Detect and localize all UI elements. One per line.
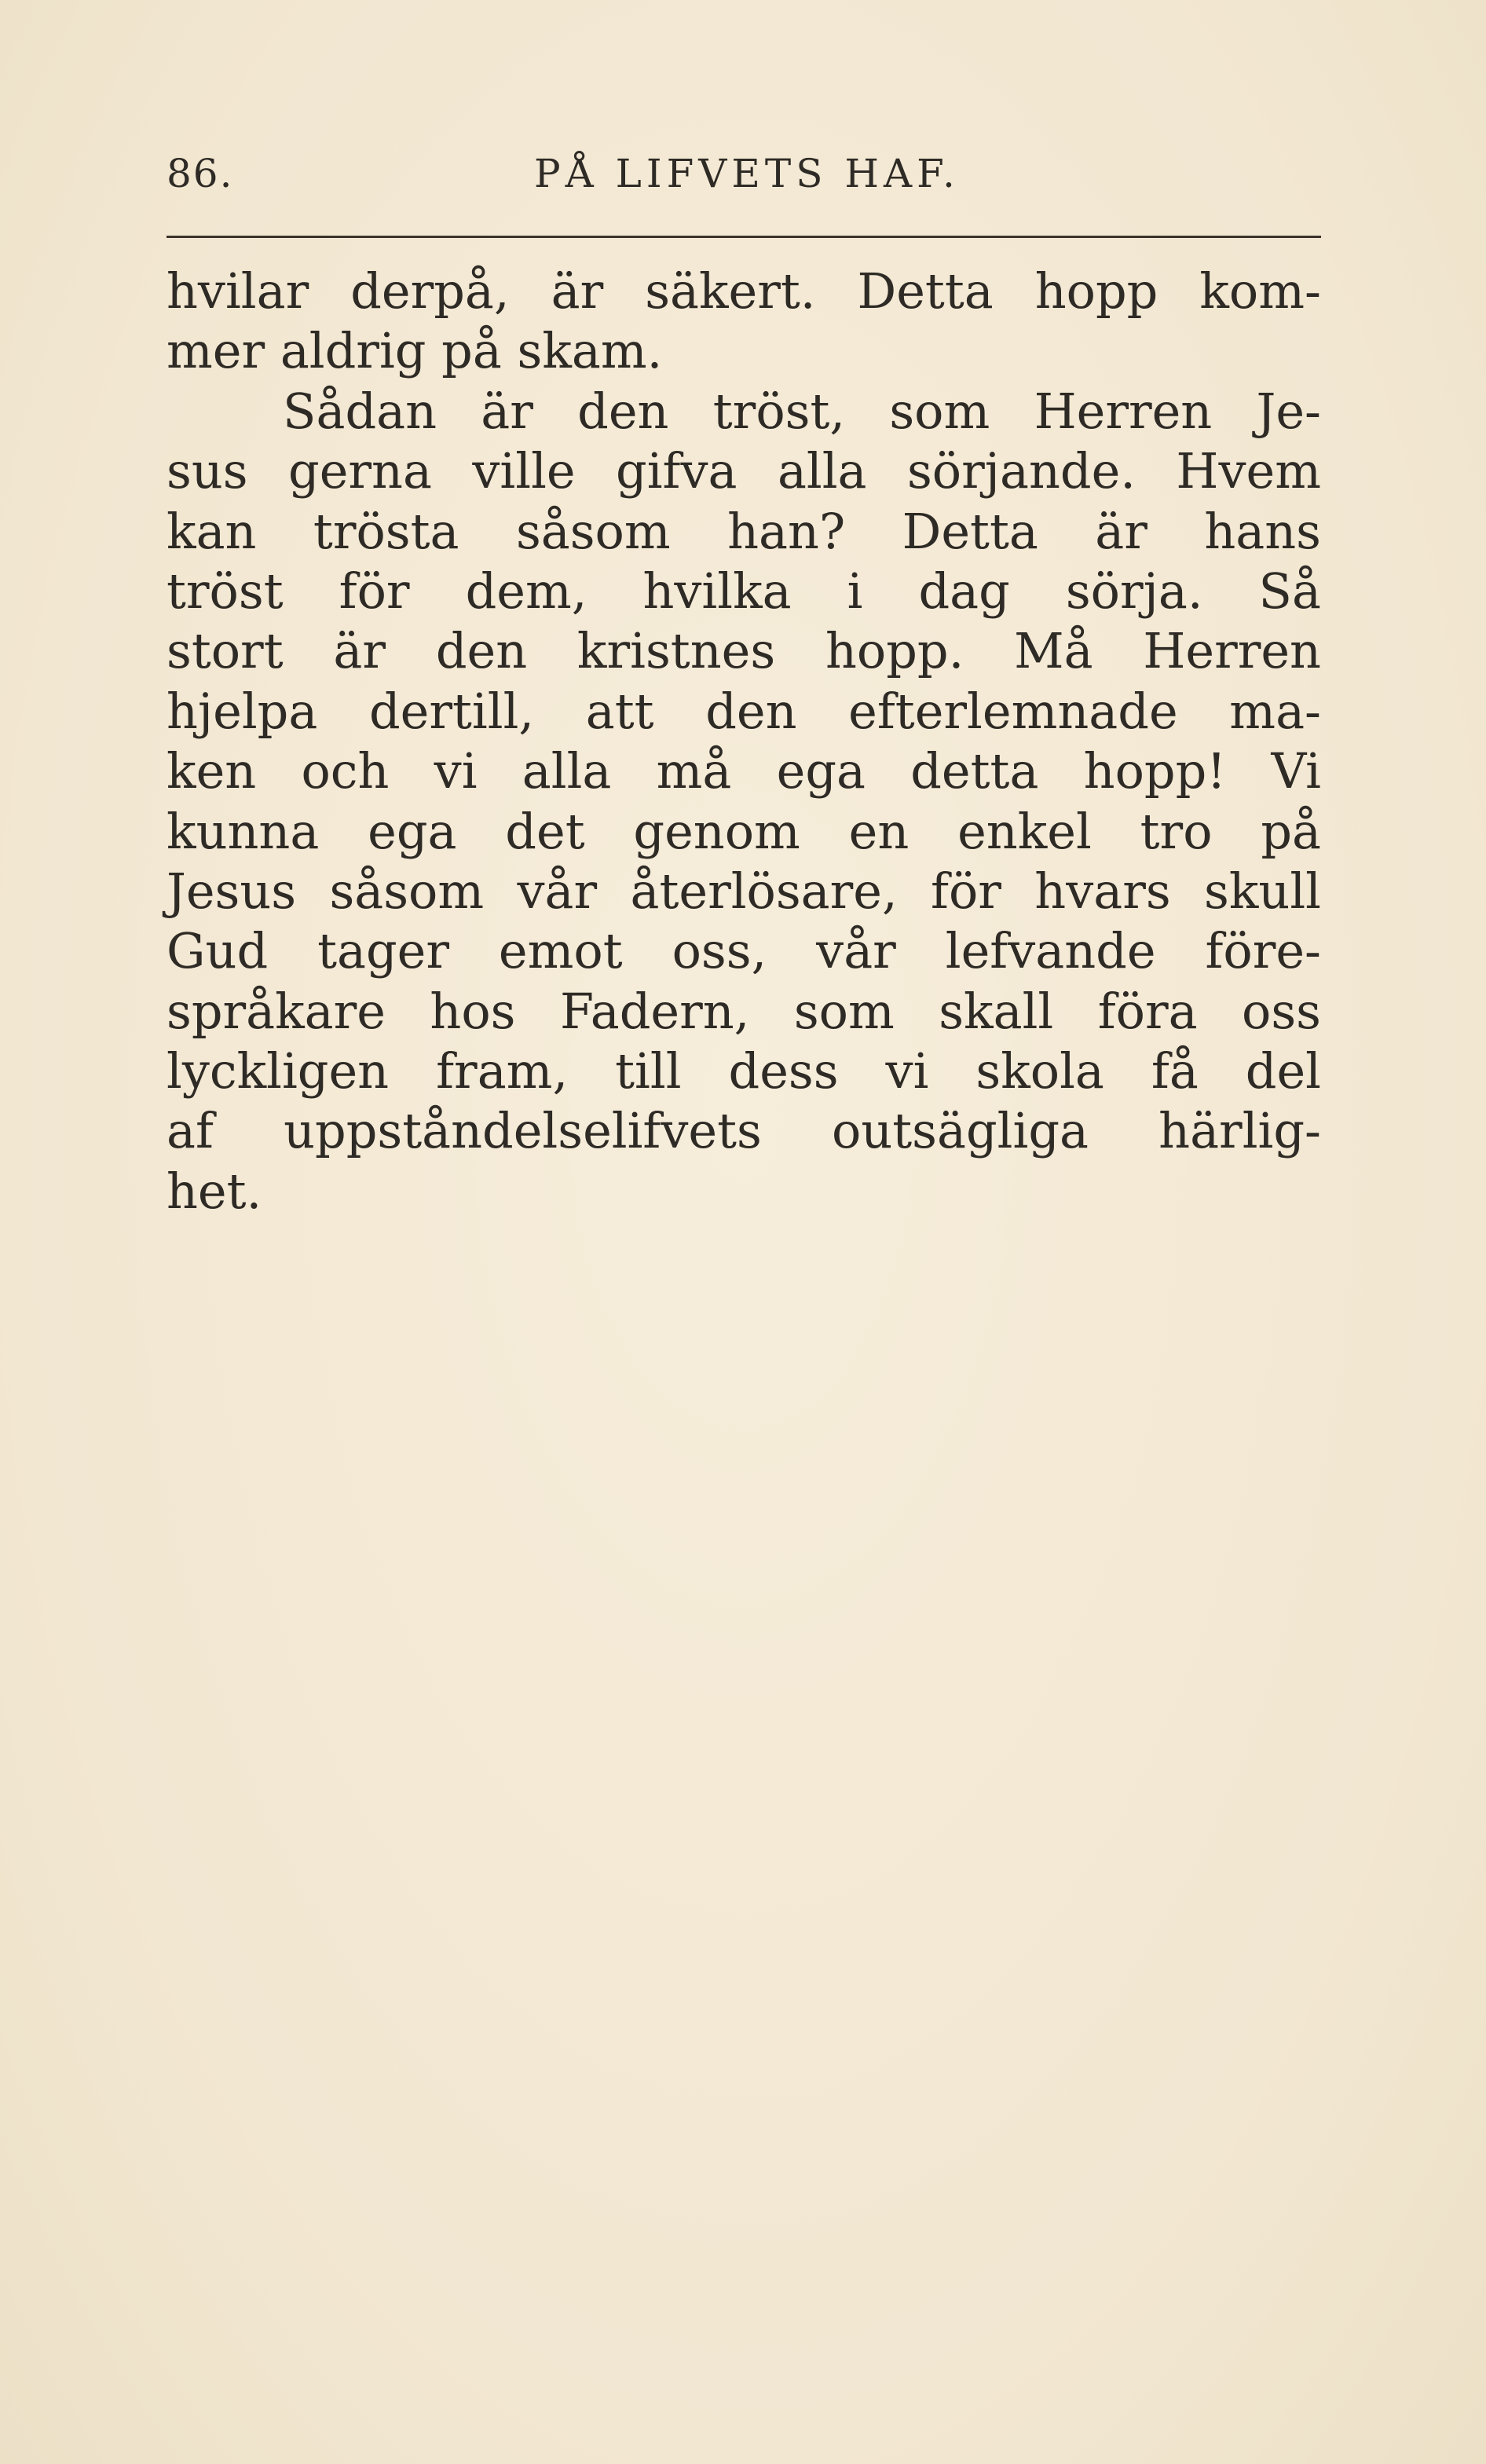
text-line: stort är den kristnes hopp. Må Herren <box>167 622 1321 680</box>
text-line: af uppståndelselifvets outsägliga härlig- <box>167 1102 1321 1160</box>
page-header <box>167 146 1321 201</box>
header-rule <box>167 236 1321 238</box>
text-line: hvilar derpå, är säkert. Detta hopp kom- <box>167 262 1321 320</box>
text-line: Jesus såsom vår återlösare, för hvars skull <box>167 862 1321 920</box>
text-line: Gud tager emot oss, vår lefvande före- <box>167 922 1321 980</box>
text-line: lyckligen fram, till dess vi skola få del <box>167 1042 1321 1100</box>
text-line: hjelpa dertill, att den efterlemnade ma- <box>167 682 1321 740</box>
text-line: kunna ega det genom en enkel tro på <box>167 802 1321 860</box>
page-number: 86. <box>167 151 234 196</box>
text-line: mer aldrig på skam. <box>167 322 663 380</box>
text-line: Sådan är den tröst, som Herren Je- <box>283 382 1321 440</box>
text-line: ken och vi alla må ega detta hopp! Vi <box>167 742 1321 800</box>
body-text <box>167 262 1321 1221</box>
text-line: het. <box>167 1162 262 1220</box>
text-line: sus gerna ville gifva alla sörjande. Hvem <box>167 442 1321 500</box>
text-line: kan trösta såsom han? Detta är hans <box>167 502 1321 560</box>
text-line: språkare hos Fadern, som skall föra oss <box>167 982 1321 1040</box>
running-title: PÅ LIFVETS HAF. <box>534 151 960 196</box>
text-line: tröst för dem, hvilka i dag sörja. Så <box>167 562 1321 620</box>
